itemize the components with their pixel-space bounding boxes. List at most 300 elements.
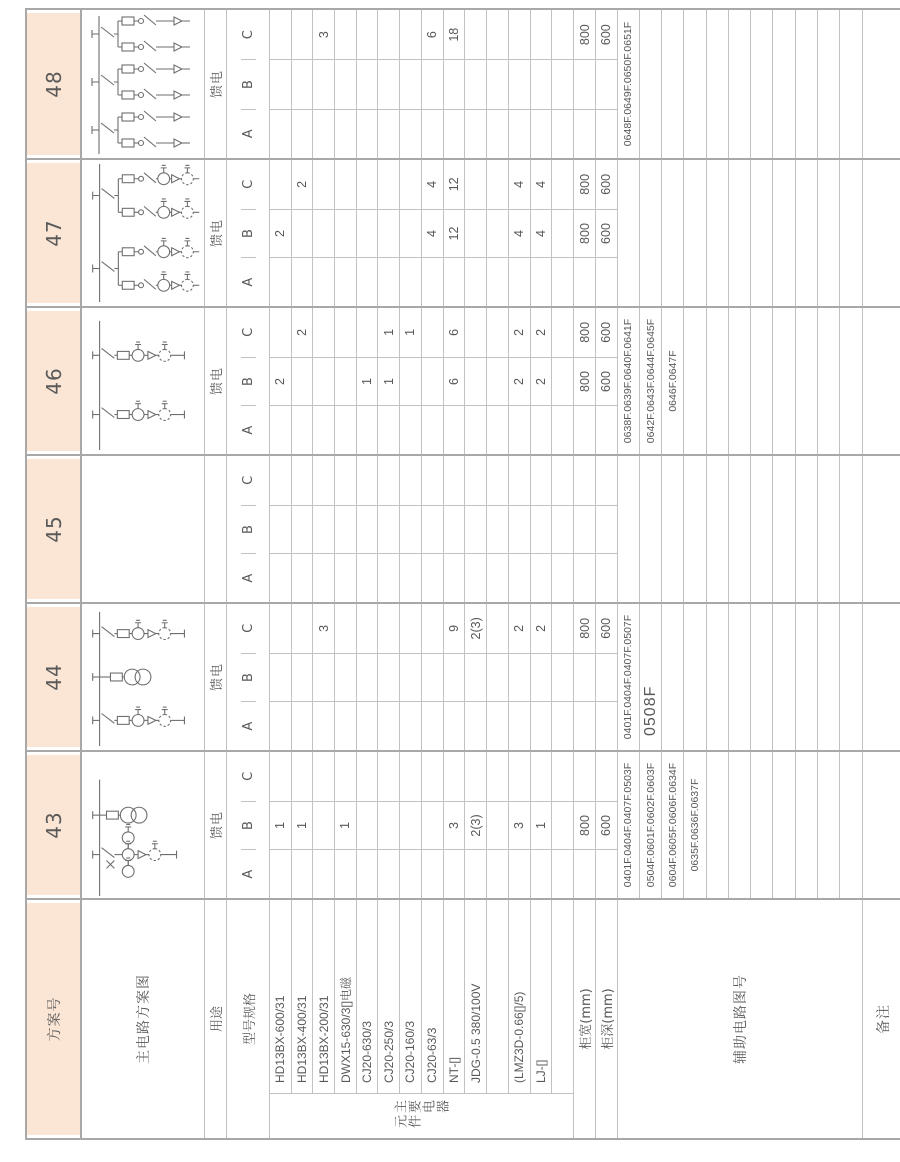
component-count-cell: [378, 60, 400, 108]
component-count-cell: [335, 604, 357, 653]
component-count-cell: [292, 702, 314, 750]
component-count-cell: [422, 308, 444, 357]
component-count-cell: [444, 554, 466, 602]
component-count-cell: 2: [509, 308, 531, 357]
aux-circuit-cell: 0638F.0639F.0640F.0641F: [618, 308, 640, 454]
aux-circuit-cell: [818, 752, 840, 898]
spacer-cell: [487, 210, 509, 258]
component-name: DWX15-630/3[]电磁: [335, 900, 357, 1093]
component-count-cell: 2: [531, 604, 553, 653]
subcol-C: [270, 160, 618, 209]
aux-circuit-cell: [684, 308, 706, 454]
remarks-label: 备注: [875, 1004, 892, 1034]
component-count-cell: [378, 10, 400, 59]
aux-circuit-cell: [751, 308, 773, 454]
component-count-cell: [357, 604, 379, 653]
usage-cell: [205, 308, 227, 454]
cabinet-depth-header-cell: [596, 900, 618, 1138]
component-count-cell: [335, 456, 357, 505]
cabinet-width-value: 800: [574, 604, 596, 653]
component-count-cell: [313, 702, 335, 750]
subcol-B: [270, 209, 618, 258]
spacer-cell: [552, 654, 574, 702]
aux-circuit-cell: [707, 308, 729, 454]
cabinet-depth-value: [596, 554, 618, 602]
component-count-cell: [270, 506, 292, 554]
subcol-A: [270, 701, 618, 750]
aux-circuit-label: 辅助电路图号: [732, 974, 749, 1064]
component-count-cell: [313, 406, 335, 454]
spacer-cell: [552, 850, 574, 898]
scheme-columns: [27, 10, 900, 898]
component-name-list: [270, 900, 573, 1093]
spacer-cell: [552, 554, 574, 602]
component-count-cell: [313, 456, 335, 505]
subcol-header-B: B: [241, 801, 256, 850]
spacer-cell: [487, 802, 509, 850]
aux-circuit-cell: [773, 752, 795, 898]
component-count-cell: [400, 110, 422, 158]
subcol-B: [270, 505, 618, 554]
component-count-cell: 6: [444, 358, 466, 406]
component-count-cell: [357, 60, 379, 108]
aux-circuit-cell: [707, 752, 729, 898]
aux-circuit-cell: 0504F.0601F.0602F.0603F: [640, 752, 662, 898]
main-circuit-label: 主电路方案图: [136, 974, 152, 1064]
component-count-cell: [400, 258, 422, 306]
component-count-cell: [422, 802, 444, 850]
subcol-header-C: C: [240, 327, 256, 337]
subcol-header-B: B: [241, 505, 256, 554]
component-count-cell: 6: [422, 10, 444, 59]
spacer-cell: [487, 110, 509, 158]
aux-circuit-cell: [729, 752, 751, 898]
component-name: HD13BX-200/31: [313, 900, 335, 1093]
component-count-cell: [357, 702, 379, 750]
scheme-number-cell: [27, 10, 82, 158]
component-name: NT-[]: [444, 900, 466, 1093]
scheme-column-46: [27, 306, 900, 454]
aux-circuit-cell: [751, 10, 773, 158]
component-count-cell: [292, 60, 314, 108]
component-count-cell: [509, 456, 531, 505]
subcol-header-A: A: [241, 701, 256, 750]
component-count-cell: [465, 456, 487, 505]
subcol-header-A: A: [241, 849, 256, 898]
component-count-cell: 4: [509, 160, 531, 209]
aux-circuit-cell: [684, 10, 706, 158]
aux-circuit-cell: [640, 10, 662, 158]
component-count-cell: 4: [531, 210, 553, 258]
aux-circuit-cell: [729, 308, 751, 454]
component-count-cell: [313, 210, 335, 258]
component-count-cell: [335, 506, 357, 554]
cabinet-depth-value: [596, 456, 618, 505]
usage-cell: [205, 456, 227, 602]
aux-circuit-cell: [662, 604, 684, 750]
component-count-cell: [292, 506, 314, 554]
value-block: [270, 10, 618, 158]
aux-circuit-cell: [818, 308, 840, 454]
component-count-cell: [378, 850, 400, 898]
component-count-cell: [292, 10, 314, 59]
component-count-cell: [531, 850, 553, 898]
component-count-cell: [292, 210, 314, 258]
spacer-cell: [552, 406, 574, 454]
aux-circuit-cell: [684, 604, 706, 750]
component-count-cell: 3: [313, 10, 335, 59]
component-count-cell: [313, 554, 335, 602]
component-count-cell: [400, 554, 422, 602]
component-count-cell: [335, 850, 357, 898]
component-count-cell: [378, 506, 400, 554]
subcol-C: [270, 308, 618, 357]
component-count-cell: [357, 160, 379, 209]
component-count-cell: [509, 654, 531, 702]
aux-circuit-cell: [773, 456, 795, 602]
component-count-cell: [270, 60, 292, 108]
cabinet-width-value: 800: [574, 358, 596, 406]
aux-circuit-cell: 0635F.0636F.0637F: [684, 752, 706, 898]
component-count-cell: [378, 258, 400, 306]
aux-circuit-cell: [818, 10, 840, 158]
aux-circuit-cell: [773, 308, 795, 454]
component-count-cell: 1: [531, 802, 553, 850]
component-count-cell: [400, 60, 422, 108]
cabinet-width-value: 800: [574, 802, 596, 850]
component-count-cell: [422, 702, 444, 750]
scheme-number: 46: [41, 367, 66, 395]
spacer-cell: [552, 358, 574, 406]
component-count-cell: [444, 702, 466, 750]
component-count-cell: 2: [292, 308, 314, 357]
component-count-cell: 2: [270, 358, 292, 406]
circuit-diagram-47: [82, 160, 205, 306]
component-count-cell: [531, 406, 553, 454]
component-count-cell: [357, 802, 379, 850]
component-count-cell: [313, 60, 335, 108]
component-count-cell: 2(3): [465, 802, 487, 850]
component-count-cell: [270, 406, 292, 454]
usage-label: 用途: [210, 1006, 225, 1033]
cabinet-depth-value: 600: [596, 308, 618, 357]
component-count-cell: [509, 60, 531, 108]
component-count-cell: [400, 406, 422, 454]
subcol-B: [270, 59, 618, 108]
spacer-cell: [487, 752, 509, 801]
aux-circuit-cell: [729, 604, 751, 750]
subcol-header-A: A: [241, 257, 256, 306]
component-count-cell: [422, 258, 444, 306]
component-count-cell: [313, 358, 335, 406]
component-count-cell: [531, 60, 553, 108]
component-count-cell: [400, 850, 422, 898]
cabinet-width-value: [574, 654, 596, 702]
component-count-cell: [378, 160, 400, 209]
component-count-cell: [422, 110, 444, 158]
component-count-cell: [292, 456, 314, 505]
component-count-cell: [400, 10, 422, 59]
component-count-cell: [335, 654, 357, 702]
component-count-cell: [531, 110, 553, 158]
cabinet-width-value: 800: [574, 160, 596, 209]
component-count-cell: [422, 554, 444, 602]
spacer-cell: [487, 160, 509, 209]
subcol-header-row: [227, 308, 270, 454]
spacer-cell: [552, 308, 574, 357]
value-block: [270, 752, 618, 898]
spacer-cell: [552, 604, 574, 653]
component-count-cell: [357, 456, 379, 505]
aux-circuit-cell: [840, 160, 862, 306]
spacer-cell: [487, 850, 509, 898]
component-count-cell: [422, 506, 444, 554]
component-count-cell: [335, 258, 357, 306]
subcol-C: [270, 604, 618, 653]
component-count-cell: [292, 850, 314, 898]
component-count-cell: [335, 752, 357, 801]
aux-circuit-cell: [662, 160, 684, 306]
cabinet-depth-value: 600: [596, 802, 618, 850]
usage-cell: [205, 604, 227, 750]
spacer-cell: [487, 308, 509, 357]
component-count-cell: [531, 702, 553, 750]
model-label: 型号规格: [242, 993, 258, 1046]
component-count-cell: [313, 506, 335, 554]
cabinet-width-value: [574, 258, 596, 306]
aux-circuit-cell: [662, 456, 684, 602]
component-count-cell: [465, 850, 487, 898]
component-count-cell: [509, 406, 531, 454]
cabinet-depth-value: [596, 850, 618, 898]
component-count-cell: [313, 850, 335, 898]
subcol-header-row: [227, 160, 270, 306]
aux-circuit-cell: [640, 456, 662, 602]
spacer-cell: [552, 110, 574, 158]
component-count-cell: [270, 258, 292, 306]
component-count-cell: 1: [378, 358, 400, 406]
value-block: [270, 160, 618, 306]
usage-value: 馈电: [210, 811, 225, 840]
component-count-cell: 2: [509, 604, 531, 653]
component-count-cell: 1: [400, 308, 422, 357]
component-count-cell: [270, 110, 292, 158]
component-name: CJ20-250/3: [378, 900, 400, 1093]
component-count-cell: [422, 60, 444, 108]
spacer-cell: [552, 160, 574, 209]
component-count-cell: 9: [444, 604, 466, 653]
component-name: CJ20-630/3: [357, 900, 379, 1093]
component-count-cell: [335, 160, 357, 209]
component-count-cell: [531, 654, 553, 702]
component-count-cell: [509, 506, 531, 554]
component-count-cell: [465, 554, 487, 602]
component-count-cell: [292, 258, 314, 306]
subcol-header-row: [227, 752, 270, 898]
component-count-cell: [292, 654, 314, 702]
cabinet-depth-value: [596, 258, 618, 306]
subcol-header-B: B: [241, 59, 256, 108]
spacer-cell: [552, 752, 574, 801]
component-count-cell: [400, 456, 422, 505]
component-count-cell: [292, 406, 314, 454]
cabinet-width-value: [574, 456, 596, 505]
component-count-cell: [465, 10, 487, 59]
subcol-A: [270, 109, 618, 158]
cabinet-depth-value: [596, 752, 618, 801]
cabinet-width-label: 柜宽(mm): [579, 988, 595, 1050]
component-name: JDG-0.5 380/100V: [465, 900, 487, 1093]
component-count-cell: [335, 60, 357, 108]
component-count-cell: [335, 10, 357, 59]
subcol-header-A: A: [241, 553, 256, 602]
cabinet-depth-value: 600: [596, 604, 618, 653]
aux-circuit-cell: [707, 456, 729, 602]
component-count-cell: [400, 358, 422, 406]
cabinet-width-value: 800: [574, 10, 596, 59]
component-count-cell: [400, 160, 422, 209]
component-count-cell: [400, 802, 422, 850]
component-count-cell: 2(3): [465, 604, 487, 653]
aux-circuit-cell: [818, 604, 840, 750]
subcol-header-C: C: [240, 475, 256, 485]
subcol-B: [270, 653, 618, 702]
component-count-cell: 4: [531, 160, 553, 209]
subcol-header-A: A: [241, 109, 256, 158]
scheme-number-cell: [27, 160, 82, 306]
component-count-cell: [509, 702, 531, 750]
component-count-cell: [357, 406, 379, 454]
aux-circuit-cell: [751, 456, 773, 602]
scheme-number: 43: [41, 811, 66, 839]
component-count-cell: [444, 456, 466, 505]
circuit-diagram-43: [82, 752, 205, 898]
component-count-cell: [357, 210, 379, 258]
component-count-cell: [465, 506, 487, 554]
spacer-cell: [552, 210, 574, 258]
aux-circuit-cell: [796, 160, 818, 306]
component-count-cell: 2: [531, 308, 553, 357]
component-count-cell: [444, 506, 466, 554]
cabinet-width-value: [574, 406, 596, 454]
component-count-cell: [422, 456, 444, 505]
value-block: [270, 604, 618, 750]
component-count-cell: [465, 160, 487, 209]
component-count-cell: [444, 850, 466, 898]
scheme-column-45: [27, 454, 900, 602]
spacer-cell: [487, 358, 509, 406]
component-count-cell: [509, 554, 531, 602]
aux-circuit-cell: [840, 10, 862, 158]
component-count-cell: [465, 406, 487, 454]
component-name: CJ20-160/3: [400, 900, 422, 1093]
scheme-column-43: [27, 750, 900, 898]
component-count-cell: [509, 258, 531, 306]
subcol-header-C: C: [240, 623, 256, 633]
component-count-cell: 2: [292, 160, 314, 209]
cabinet-width-value: [574, 506, 596, 554]
component-count-cell: [313, 160, 335, 209]
aux-circuit-cell: [840, 456, 862, 602]
aux-circuit-cell: 0401F.0404F.0407F.0503F: [618, 752, 640, 898]
cabinet-depth-value: 600: [596, 10, 618, 59]
circuit-diagram-46: [82, 308, 205, 454]
aux-circuit-cell-large: 0508F: [640, 604, 662, 750]
component-count-cell: 3: [313, 604, 335, 653]
cabinet-depth-value: [596, 110, 618, 158]
spacer-cell: [487, 406, 509, 454]
component-count-cell: [270, 604, 292, 653]
aux-circuit-cell: [796, 308, 818, 454]
aux-circuit-cell: [751, 752, 773, 898]
aux-circuit-cell: [796, 604, 818, 750]
aux-circuit-cell: [840, 604, 862, 750]
subcol-C: [270, 456, 618, 505]
subcol-header-C: C: [240, 771, 256, 781]
component-count-cell: 4: [422, 160, 444, 209]
component-count-cell: 2: [270, 210, 292, 258]
component-count-cell: 18: [444, 10, 466, 59]
components-group-label: 主要电器元件: [393, 1101, 450, 1131]
cabinet-width-value: [574, 60, 596, 108]
cabinet-depth-value: [596, 406, 618, 454]
component-count-cell: [422, 752, 444, 801]
header-column: [27, 898, 900, 1138]
component-count-cell: [400, 654, 422, 702]
subcol-header-C: C: [240, 179, 256, 189]
subcol-C: [270, 752, 618, 801]
component-count-cell: [270, 752, 292, 801]
component-count-cell: 4: [509, 210, 531, 258]
component-count-cell: [357, 308, 379, 357]
component-count-cell: [465, 358, 487, 406]
aux-circuit-cell: [773, 160, 795, 306]
component-count-cell: [465, 654, 487, 702]
scheme-number-cell: [27, 308, 82, 454]
subcol-A: [270, 553, 618, 602]
component-count-cell: [465, 60, 487, 108]
aux-circuit-cell: [729, 160, 751, 306]
component-count-cell: [357, 506, 379, 554]
remarks-header-cell: [863, 900, 900, 1138]
model-header-cell: [227, 900, 270, 1138]
component-name: (LMZ3D-0.66[]/5): [509, 900, 531, 1093]
component-name-spacer: [487, 900, 509, 1093]
spacer-cell: [552, 802, 574, 850]
subcol-header-row: [227, 604, 270, 750]
aux-circuit-cell: [707, 604, 729, 750]
usage-cell: [205, 160, 227, 306]
cabinet-width-value: 800: [574, 210, 596, 258]
main-circuit-header-cell: [82, 900, 205, 1138]
component-count-cell: [357, 110, 379, 158]
aux-circuit-cell: [796, 10, 818, 158]
scheme-column-48: [27, 10, 900, 158]
spacer-cell: [487, 258, 509, 306]
component-count-cell: [357, 654, 379, 702]
cabinet-depth-label: 柜深(mm): [600, 988, 616, 1050]
circuit-diagram-45: [82, 456, 205, 602]
scheme-number: 48: [41, 70, 66, 98]
component-count-cell: [357, 850, 379, 898]
component-count-cell: [509, 850, 531, 898]
scheme-column-47: [27, 158, 900, 306]
subcol-header-C: C: [240, 30, 256, 40]
cabinet-width-header-cell: [574, 900, 596, 1138]
cabinet-width-value: [574, 110, 596, 158]
scheme-number-cell: [27, 604, 82, 750]
spacer-cell: [552, 60, 574, 108]
